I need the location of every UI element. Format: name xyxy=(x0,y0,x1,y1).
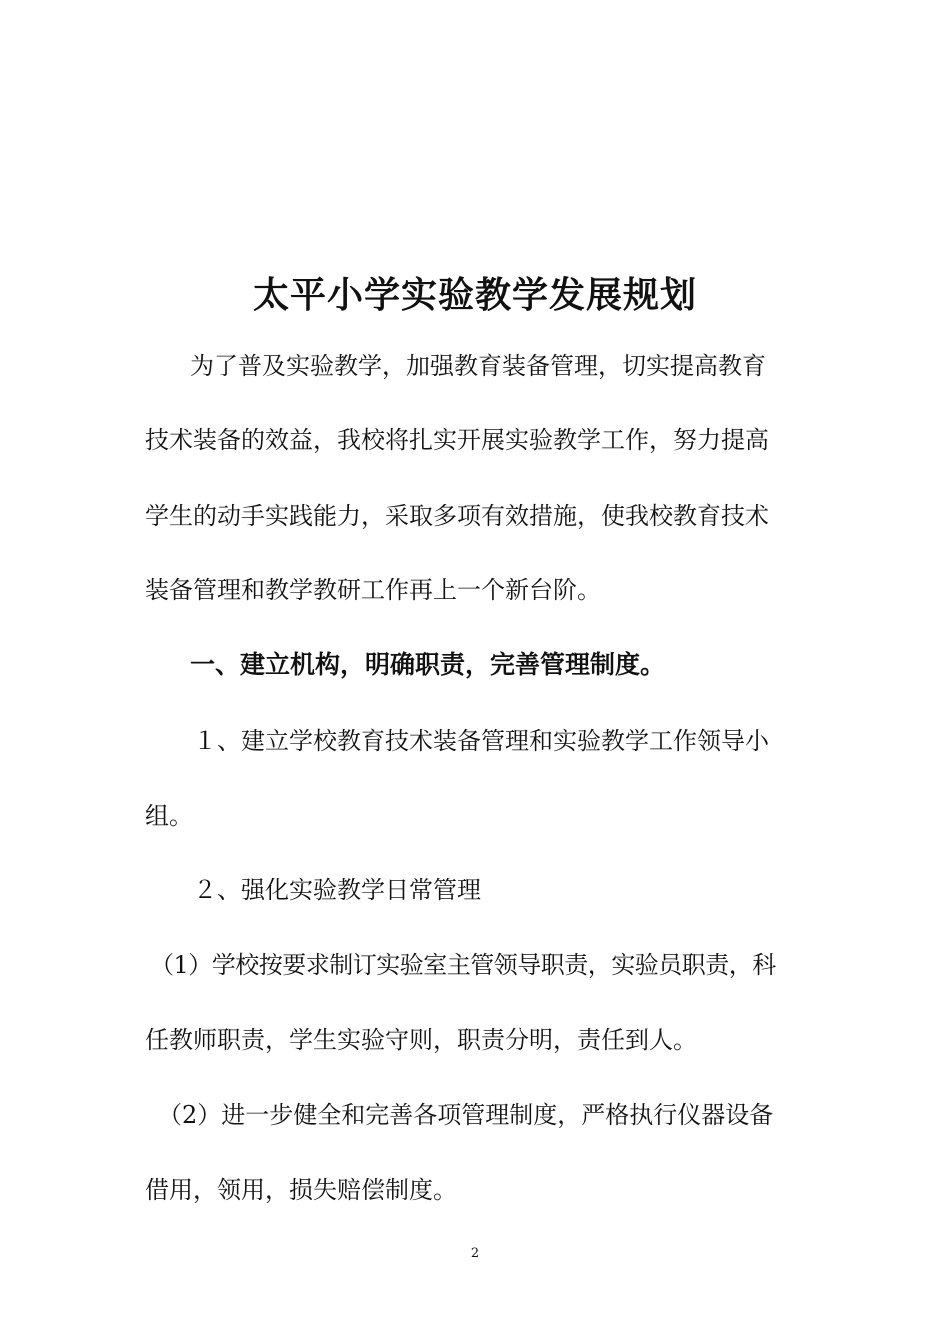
intro-line-2: 技术装备的效益，我校将扎实开展实验教学工作，努力提高 xyxy=(145,426,769,454)
item-1-line-2: 组。 xyxy=(145,802,193,830)
intro-line-3: 学生的动手实践能力，采取多项有效措施，使我校教育技术 xyxy=(145,502,769,530)
page-number: 2 xyxy=(470,1246,480,1261)
item-2-heading: ２、强化实验教学日常管理 xyxy=(193,876,481,904)
sub-item-1-line-1: （1）学校按要求制订实验室主管领导职责，实验员职责，科 xyxy=(150,951,776,979)
document-title: 太平小学实验教学发展规划 xyxy=(252,275,697,316)
sub-item-2-line-1: （2）进一步健全和完善各项管理制度，严格执行仪器设备 xyxy=(158,1101,774,1129)
section-heading-1: 一、建立机构，明确职责，完善管理制度。 xyxy=(190,650,666,679)
intro-line-1: 为了普及实验教学，加强教育装备管理，切实提高教育 xyxy=(190,352,766,380)
item-1-line-1: １、建立学校教育技术装备管理和实验教学工作领导小 xyxy=(193,727,769,755)
intro-line-4: 装备管理和教学教研工作再上一个新台阶。 xyxy=(145,576,601,604)
sub-item-1-line-2: 任教师职责，学生实验守则，职责分明，责任到人。 xyxy=(145,1026,697,1054)
sub-item-2-line-2: 借用，领用，损失赔偿制度。 xyxy=(145,1176,457,1204)
